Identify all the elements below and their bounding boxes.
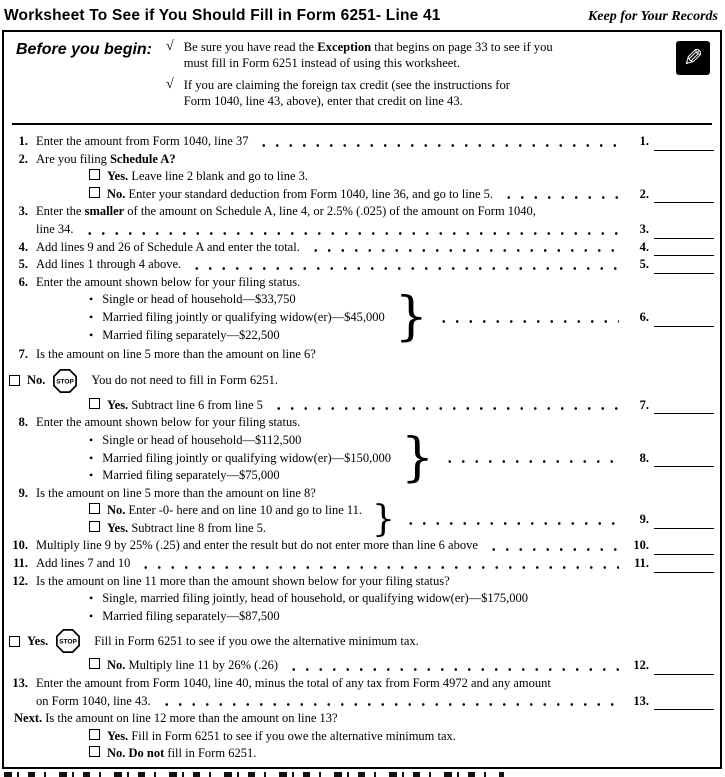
dot-leader — [255, 137, 619, 151]
answer-number-2: 2. — [639, 186, 649, 201]
entry-blank-8[interactable] — [654, 454, 714, 467]
before-item-1 — [166, 39, 668, 71]
line-9-text: Is the amount on line 5 more than the amount on line 8? — [36, 485, 316, 500]
answer-number-3: 3. — [639, 221, 649, 236]
line-12-bullet-2 — [89, 608, 714, 626]
line-6-bullet-1 — [89, 291, 385, 309]
worksheet-line-10 — [9, 537, 714, 555]
line-9-option-group — [9, 499, 714, 541]
entry-blank-2[interactable] — [654, 190, 714, 203]
dot-leader — [435, 313, 619, 327]
before-item-1-line1-bold: Exception — [317, 40, 372, 54]
filing-status-text: Single, married filing jointly, head of household, or qualifying widow(er)—$175,000 — [102, 591, 529, 606]
answer-number-6: 6. — [639, 309, 649, 324]
stop-icon — [51, 367, 79, 395]
answer-number-13: 13. — [633, 693, 649, 708]
line-12-bullet-1 — [89, 590, 714, 608]
dot-leader — [81, 225, 620, 239]
line-12-no-option — [89, 657, 714, 675]
before-item-2 — [166, 77, 668, 109]
no-label: No. — [107, 658, 126, 673]
line-3-text-pre: Enter the — [36, 204, 85, 219]
worksheet-line-6 — [9, 274, 714, 292]
entry-blank-13[interactable] — [654, 697, 714, 710]
line-number: 10. — [12, 538, 28, 553]
no-label: No. — [107, 503, 126, 518]
entry-blank-7[interactable] — [654, 401, 714, 414]
line-11-text: Add lines 7 and 10 — [36, 556, 131, 571]
line-2-question: Are you filing — [36, 151, 110, 166]
dot-leader — [158, 696, 619, 710]
line-8-filing-status-group — [9, 427, 714, 488]
worksheet-box — [2, 30, 722, 769]
dot-leader — [485, 541, 619, 555]
filing-status-text: Married filing jointly or qualifying widow(er)—$150,000 — [102, 450, 392, 465]
answer-number-11: 11. — [634, 556, 649, 571]
brace-icon: } — [372, 499, 395, 541]
line-number: 4. — [18, 239, 28, 254]
line-7-no-text: You do not need to fill in Form 6251. — [91, 372, 278, 387]
page-title: Worksheet To See if You Should Fill in Form 6251- Line 41 — [4, 7, 441, 24]
next-question-text: Is the amount on line 12 more than the amount on line 13? — [42, 711, 338, 726]
answer-number-10: 10. — [633, 538, 649, 553]
before-item-1-line2: must fill in Form 6251 instead of using this worksheet. — [183, 56, 461, 70]
before-you-begin-section — [4, 32, 720, 123]
line-9-no-option — [89, 502, 362, 520]
dot-leader — [307, 242, 619, 256]
no-checkbox-line-9[interactable] — [89, 503, 100, 514]
filing-status-text: Married filing separately—$75,000 — [102, 468, 280, 483]
worksheet-line-1 — [9, 133, 714, 151]
dot-leader — [137, 559, 619, 573]
worksheet-line-9 — [9, 485, 714, 503]
line-1-text: Enter the amount from Form 1040, line 37 — [36, 134, 249, 148]
no-checkbox-line-7[interactable] — [9, 375, 20, 386]
header — [2, 0, 722, 28]
worksheet-line-13-cont — [9, 693, 714, 711]
answer-number-5: 5. — [639, 257, 649, 272]
line-7-text: Is the amount on line 5 more than the amount on line 6? — [36, 347, 316, 362]
line-8-bullet-2 — [89, 450, 391, 468]
dot-leader — [402, 515, 619, 529]
line-number: 11. — [13, 556, 28, 571]
line-number: 2. — [18, 151, 28, 166]
line-7-no-option — [9, 367, 714, 395]
dot-leader — [188, 260, 619, 274]
no-label: No. Do not — [107, 746, 165, 761]
line-8-bullet-3 — [89, 467, 391, 485]
line-2-no-option — [89, 186, 714, 204]
brace-icon: } — [401, 427, 435, 488]
worksheet-line-4 — [9, 239, 714, 257]
next-question — [9, 710, 714, 728]
bullet-icon: • — [89, 432, 94, 447]
line-12-yes-text: Fill in Form 6251 to see if you owe the alternative minimum tax. — [94, 633, 419, 648]
no-checkbox-line-12[interactable] — [89, 658, 100, 669]
entry-blank-12[interactable] — [654, 662, 714, 675]
svg-text:STOP: STOP — [59, 639, 78, 647]
entry-blank-1[interactable] — [654, 138, 714, 151]
yes-label: Yes. — [107, 397, 129, 412]
line-3-text-post: of the amount on Schedule A, line 4, or 2.5% (.025) of the amount on Form 1040, — [124, 204, 536, 219]
line-6-bullet-2 — [89, 309, 385, 327]
line-number: 13. — [12, 676, 28, 691]
next-no-option — [89, 745, 714, 763]
yes-label: Yes. — [107, 728, 129, 743]
worksheet-line-11 — [9, 555, 714, 573]
bullet-icon: • — [89, 309, 94, 324]
line-12-text: Is the amount on line 11 more than the amount shown below for your filing status? — [36, 573, 450, 588]
line-2-yes-text: Leave line 2 blank and go to line 3. — [128, 169, 308, 184]
entry-blank-5[interactable] — [654, 261, 714, 274]
answer-number-1: 1. — [639, 134, 649, 148]
before-items — [166, 39, 668, 115]
entry-blank-11[interactable] — [654, 560, 714, 573]
no-label: No. — [107, 186, 126, 201]
line-number: 1. — [18, 134, 28, 148]
entry-blank-9[interactable] — [654, 516, 714, 529]
answer-number-7: 7. — [639, 397, 649, 412]
yes-checkbox-next[interactable] — [89, 729, 100, 740]
filing-status-text: Single or head of household—$33,750 — [102, 292, 296, 307]
answer-number-9: 9. — [639, 512, 649, 527]
pencil-glyph: ✎ — [682, 44, 704, 72]
yes-checkbox-line-12[interactable] — [9, 636, 20, 647]
yes-label: Yes. — [107, 520, 129, 535]
line-7-yes-text: Subtract line 6 from line 5 — [128, 397, 263, 412]
before-item-2-line2: Form 1040, line 43, above), enter that credit on line 43. — [183, 94, 463, 108]
filing-status-text: Married filing separately—$87,500 — [102, 608, 280, 623]
dot-leader — [441, 453, 619, 467]
line-8-text: Enter the amount shown below for your filing status. — [36, 415, 301, 430]
next-label: Next. — [14, 711, 43, 726]
worksheet-line-13 — [9, 675, 714, 693]
answer-number-12: 12. — [633, 658, 649, 673]
entry-blank-3[interactable] — [654, 226, 714, 239]
line-number: 7. — [18, 347, 28, 362]
checkmark-icon: √ — [166, 77, 174, 92]
clipped-text-fragment — [4, 772, 504, 777]
before-item-1-line1-post: that begins on page 33 to see if you — [371, 40, 553, 54]
line-3-text-bold: smaller — [84, 204, 125, 219]
line-12-yes-option — [9, 627, 714, 655]
worksheet-line-8 — [9, 414, 714, 432]
line-9-no-text: Enter -0- here and on line 10 and go to line 11. — [125, 503, 363, 518]
no-checkbox-next[interactable] — [89, 746, 100, 757]
pencil-icon — [676, 41, 710, 75]
checkmark-icon: √ — [166, 39, 174, 54]
line-12-no-text: Multiply line 11 by 26% (.26) — [125, 658, 279, 673]
bullet-icon: • — [89, 292, 94, 307]
bullet-icon: • — [89, 468, 94, 483]
filing-status-text: Married filing separately—$22,500 — [102, 327, 280, 342]
line-2-question-bold: Schedule A? — [109, 151, 176, 166]
line-13-text-line2: on Form 1040, line 43. — [36, 693, 151, 708]
line-2-no-text: Enter your standard deduction from Form 1040, line 36, and go to line 5. — [125, 186, 494, 201]
yes-checkbox-line-2[interactable] — [89, 169, 100, 180]
line-6-text: Enter the amount shown below for your filing status. — [36, 274, 301, 289]
line-number: 8. — [18, 415, 28, 430]
line-number: 12. — [12, 573, 28, 588]
worksheet-line-7 — [9, 346, 714, 364]
answer-number-4: 4. — [639, 239, 649, 254]
filing-status-text: Single or head of household—$112,500 — [102, 432, 302, 447]
no-checkbox-line-2[interactable] — [89, 187, 100, 198]
line-8-bullet-1 — [89, 432, 391, 450]
line-6-filing-status-group — [9, 286, 714, 347]
line-7-yes-option — [89, 397, 714, 415]
bullet-icon: • — [89, 450, 94, 465]
dot-leader — [270, 400, 619, 414]
brace-icon: } — [394, 286, 428, 347]
bullet-icon: • — [89, 608, 94, 623]
line-5-text: Add lines 1 through 4 above. — [36, 257, 182, 272]
no-label: No. — [27, 372, 46, 387]
yes-label: Yes. — [107, 169, 129, 184]
stop-icon — [54, 627, 82, 655]
yes-checkbox-line-7[interactable] — [89, 398, 100, 409]
line-10-text: Multiply line 9 by 25% (.25) and enter the result but do not enter more than line 6 above — [36, 538, 478, 553]
next-yes-option — [89, 728, 714, 746]
entry-blank-4[interactable] — [654, 243, 714, 256]
dot-leader — [285, 661, 619, 675]
worksheet-line-3-cont — [9, 221, 714, 239]
line-13-text: Enter the amount from Form 1040, line 40, minus the total of any tax from Form 4972 and any amount — [36, 676, 551, 691]
yes-checkbox-line-9[interactable] — [89, 521, 100, 532]
before-you-begin-label: Before you begin: — [16, 41, 153, 58]
next-yes-text: Fill in Form 6251 to see if you owe the alternative minimum tax. — [128, 728, 456, 743]
line-number: 9. — [18, 485, 28, 500]
worksheet-lines — [4, 125, 720, 767]
entry-blank-6[interactable] — [654, 314, 714, 327]
line-number: 6. — [18, 274, 28, 289]
next-no-text: fill in Form 6251. — [164, 746, 257, 761]
svg-text:STOP: STOP — [56, 378, 75, 386]
dot-leader — [500, 189, 619, 203]
worksheet-line-2 — [9, 151, 714, 169]
bullet-icon: • — [89, 327, 94, 342]
before-item-1-text — [184, 39, 553, 71]
line-9-yes-option — [89, 520, 362, 538]
line-4-text: Add lines 9 and 26 of Schedule A and enter the total. — [36, 239, 300, 254]
before-item-2-line1: If you are claiming the foreign tax credit (see the instructions for — [183, 78, 510, 92]
line-2-yes-option — [89, 168, 714, 186]
keep-for-records-label: Keep for Your Records — [587, 9, 718, 24]
line-9-yes-text: Subtract line 8 from line 5. — [128, 520, 267, 535]
line-3-text-line2: line 34. — [36, 221, 74, 236]
bullet-icon: • — [89, 591, 94, 606]
worksheet-line-12 — [9, 573, 714, 591]
yes-label: Yes. — [27, 633, 49, 648]
entry-blank-10[interactable] — [654, 542, 714, 555]
answer-number-8: 8. — [639, 450, 649, 465]
line-6-bullet-3 — [89, 327, 385, 345]
line-number: 3. — [18, 204, 28, 219]
filing-status-text: Married filing jointly or qualifying widow(er)—$45,000 — [102, 309, 385, 324]
before-item-1-line1-pre: Be sure you have read the — [183, 40, 318, 54]
line-number: 5. — [18, 257, 28, 272]
worksheet-line-5 — [9, 256, 714, 274]
before-item-2-text — [184, 77, 510, 109]
worksheet-line-3 — [9, 203, 714, 221]
